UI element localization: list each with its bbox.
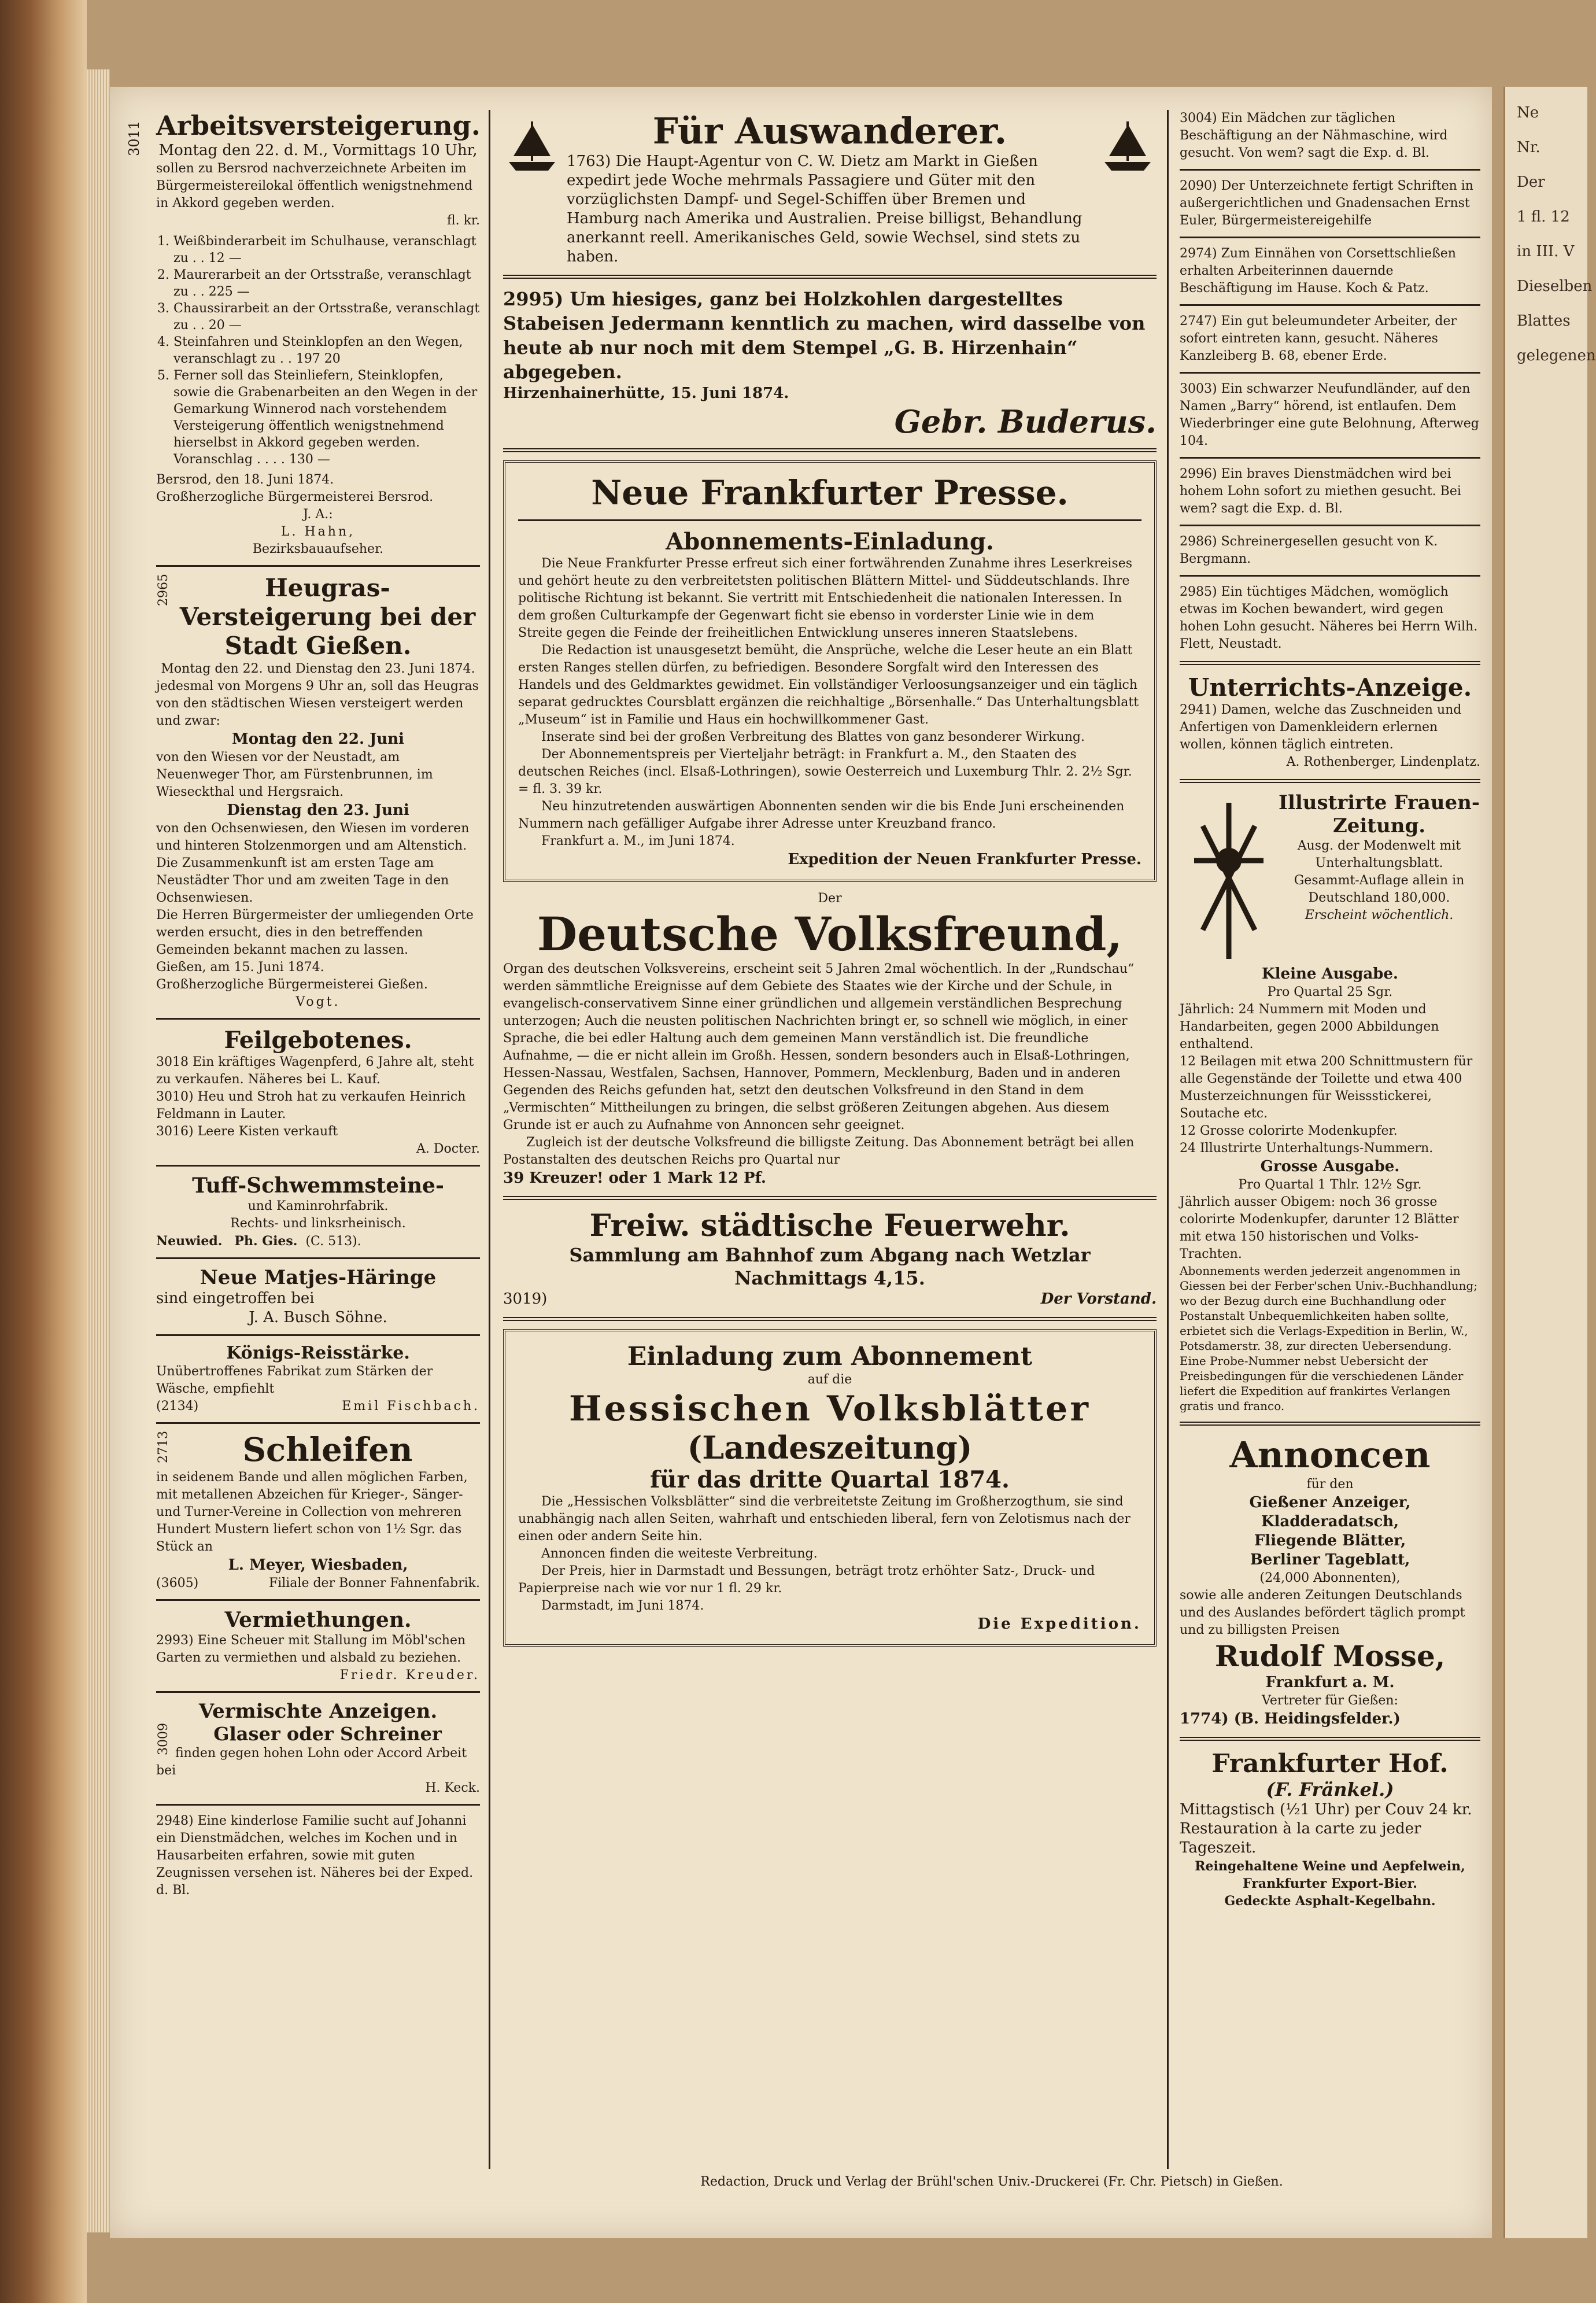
schleifen-text: in seidenem Bande und allen möglichen Farben, mit metallenen Abzeichen für Krieger-, Sänger- und Turner-Vereine in Collection von mehreren Hundert Mustern liefert schon von 1½ Sgr. das Stück an	[156, 1470, 468, 1554]
volksfreund-text: Zugleich ist der deutsche Volksfreund die billigste Zeitung. Das Abonnement beträgt bei allen Postanstalten des deutschen Reichs pro Quartal nur	[503, 1135, 1135, 1167]
presse-place: Frankfurt a. M., im Juni 1874.	[541, 834, 735, 848]
glaser-text: finden gegen hohen Lohn oder Accord Arbeit bei	[156, 1746, 467, 1778]
ad-number: 2965	[156, 574, 171, 606]
volksblaetter-paragraph: Annoncen finden die weiteste Verbreitung.	[541, 1547, 818, 1561]
frauen-gross-price: Pro Quartal 1 Thlr. 12½ Sgr.	[1238, 1178, 1422, 1192]
volksblaetter-ad	[503, 1329, 1157, 1647]
presse-paragraph: Die Redaction ist unausgesetzt bemüht, die Ansprüche, welche die Leser heute an ein Blatt ersten Ranges stellen dürfen, zu befriedigen. Besondere Sorgfalt wird den Interessen des Handels und des Geldmarktes gewidmet. Ein vollständiger Verloosungsanzeiger und ein täglich separat gedrucktes Coursblatt ergänzen die reichhaltige „Börsenhalle.“ Das Unterhaltungsblatt „Museum“ ist in Familie und Haus ein hochwillkommener Gast.	[518, 643, 1139, 727]
arbeit-currency: fl. kr.	[446, 213, 480, 228]
frauen-klein-item: 24 Illustrirte Unterhaltungs-Nummern.	[1180, 1141, 1434, 1156]
sailing-ship-icon	[1099, 116, 1157, 174]
matjes-firm: J. A. Busch Söhne.	[249, 1309, 387, 1326]
tuff-title: Tuff-Schwemmsteine-	[192, 1173, 444, 1198]
tuff-sub: und Kaminrohrfabrik.	[247, 1199, 389, 1213]
page-edges	[87, 69, 110, 2232]
arbeit-ad	[156, 110, 480, 558]
classified-ad: 3004) Ein Mädchen zur täglichen Beschäftigung an der Nähmaschine, wird gesucht. Von wem? sagt die Exp. d. Bl.	[1180, 111, 1448, 160]
schleifen-ad	[156, 1431, 480, 1592]
newspaper-page	[110, 87, 1492, 2238]
tuff-footer	[156, 1232, 480, 1250]
edge-text: Nr.	[1517, 139, 1540, 156]
presse-paragraph: Neu hinzutretenden auswärtigen Abonnenten senden wir die bis Ende Juni erscheinenden Nummern nach gefälliger Aufgabe ihrer Adresse unter Kreuzband franco.	[518, 799, 1125, 831]
heugras-day1-text: von den Wiesen vor der Neustadt, am Neuenweger Thor, am Fürstenbrunnen, im Wieseckthal und Hergsraich.	[156, 750, 433, 799]
feilgebotenes-sign: A. Docter.	[416, 1142, 480, 1156]
schleifen-branch-row	[156, 1575, 480, 1592]
heugras-ad	[156, 574, 480, 1011]
heugras-body: jedesmal von Morgens 9 Uhr an, soll das Heugras von den städtischen Wiesen versteigert werden und zwar:	[156, 679, 479, 728]
reis-ad	[156, 1343, 480, 1415]
matjes-title: Neue Matjes-Häringe	[200, 1266, 437, 1289]
frauen-klein-title: Kleine Ausgabe.	[1262, 965, 1398, 983]
glaser-title: Glaser oder Schreiner	[213, 1723, 442, 1745]
hof-line: Restauration à la carte zu jeder Tageszeit.	[1180, 1820, 1421, 1857]
ad-number: 3009	[156, 1723, 171, 1755]
arbeit-sign-role: Bezirksbauaufseher.	[252, 542, 384, 556]
hof-line: Reingehaltene Weine und Aepfelwein, Frankfurter Export-Bier.	[1195, 1859, 1465, 1891]
volksblaetter-title: Hessischen Volksblätter	[569, 1389, 1091, 1429]
edge-text: Dieselben	[1517, 278, 1593, 295]
vermiethungen-title: Vermiethungen.	[224, 1608, 412, 1632]
holzkohlen-ad	[503, 287, 1157, 440]
heugras-sign-date: Gießen, am 15. Juni 1874.	[156, 960, 324, 975]
vermischte-section	[156, 1700, 480, 1899]
heugras-mayors: Die Herren Bürgermeister der umliegenden Orte werden ersucht, dies in den betreffenden Gemeinden bekannt machen zu lassen.	[156, 908, 474, 957]
frauen-klein-item: 12 Beilagen mit etwa 200 Schnittmustern für alle Gegenstände der Toilette und etwa 400 Musterzeichnungen für Weissstickerei, Soutache etc.	[1180, 1054, 1473, 1121]
feilgebotenes-title: Feilgebotenes.	[224, 1027, 412, 1054]
frauen-abo: Abonnements werden jederzeit angenommen in Giessen bei der Ferber'schen Univ.-Buchhandlung; wo der Bezug durch eine Buchhandlung oder Postanstalt Unbequemlichkeiten haben sollte, erbietet sich die Verlags-Expedition in Berlin, W., Potsdamerstr. 38, zur directen Uebersendung. Eine Probe-Nummer nebst Uebersicht der Preisbedingungen für die verschiedenen Länder liefert die Expedition auf frankirtes Verlangen gratis und franco.	[1180, 1264, 1478, 1413]
ad-number: 2713	[156, 1431, 171, 1463]
feilgebotenes-item: 3010) Heu und Stroh hat zu verkaufen Heinrich Feldmann in Lauter.	[156, 1090, 466, 1121]
ad-number: (2134)	[156, 1399, 199, 1413]
edge-text: in III. V	[1517, 243, 1575, 260]
column-rule	[1167, 110, 1169, 2169]
heugras-day2-text: von den Ochsenwiesen, den Wiesen im vorderen und hinteren Stolzenmorgen und am Altenstich.	[156, 821, 470, 853]
frauen-sub: Ausg. der Modenwelt mit Unterhaltungsblatt.	[1297, 839, 1461, 870]
frauen-gross-text: Jährlich ausser Obigem: noch 36 grosse colorirte Modenkupfer, darunter 12 Blätter mit etwa 150 historischen und Volks-Trachten.	[1180, 1195, 1459, 1261]
heugras-sign-office: Großherzogliche Bürgermeisterei Gießen.	[156, 977, 428, 992]
volksblaetter-sign: Die Expedition.	[977, 1615, 1141, 1633]
tuff-name: Ph. Gies.	[234, 1234, 298, 1249]
presse-sub: Abonnements-Einladung.	[666, 528, 994, 555]
feuerwehr-text: Sammlung am Bahnhof zum Abgang nach Wetzlar Nachmittags 4,15.	[569, 1244, 1091, 1289]
frauen-klein-item: 12 Grosse colorirte Modenkupfer.	[1180, 1124, 1398, 1138]
classified-ad: 2090) Der Unterzeichnete fertigt Schriften in außergerichtlichen und Gnadensachen Ernst Euler, Bürgermeistereigehilfe	[1180, 179, 1473, 228]
annoncen-paper: Gießener Anzeiger,	[1249, 1494, 1411, 1511]
imprint-footer: Redaction, Druck und Verlag der Brühl'schen Univ.-Druckerei (Fr. Chr. Pietsch) in Gießen.	[700, 2175, 1283, 2189]
annoncen-rep-name: 1774) (B. Heidingsfelder.)	[1180, 1710, 1401, 1728]
volksfreund-text: Organ des deutschen Volksvereins, erscheint seit 5 Jahren 2mal wöchentlich. In der „Rundschau“ werden sämmtliche Ereignisse auf dem Gebiete des Staates wie der Kirche und der Schule, in evangelisch-conservativem Sinne einer gründlichen und allgemein verständlichen Besprechung unterzogen; Auch die neusten politischen Nachrichten bringt er, so schnell wie möglich, in einer Sprache, die bei edler Haltung auch dem gemeinen Mann verständlich ist. Die freundliche Aufnahme, — die er nicht allein im Großh. Hessen, sondern besonders auch in Elsaß-Lothringen, Hessen-Nassau, Westfalen, Sachsen, Hannover, Pommern, Mecklenburg, Baden und in anderen Gegenden des Reichs gefunden hat, setzt den deutschen Volksfreund in den Stand in dem „Vermischten“ Mittheilungen zu bringen, die selbst größeren Zeitungen abgehen. Aus diesem Grunde ist er auch zu Aufnahme von Annoncen sehr geeignet.	[503, 962, 1135, 1132]
classified-ad: 2996) Ein braves Dienstmädchen wird bei hohem Lohn sofort zu miethen gesucht. Bei wem? sagt die Exp. d. Bl.	[1180, 467, 1461, 516]
annoncen-title: Annoncen	[1229, 1434, 1431, 1476]
annoncen-count: (24,000 Abonnenten),	[1259, 1571, 1401, 1585]
frauen-gross-title: Grosse Ausgabe.	[1260, 1158, 1400, 1175]
auswanderer-ad	[503, 110, 1157, 267]
auswanderer-text: 1763) Die Haupt-Agentur von C. W. Dietz am Markt in Gießen expedirt jede Woche mehrmals Passagiere und Güter mit den vorzüglichsten Dampf- und Segel-Schiffen über Bremen und Hamburg nach Amerika und Australien. Preise billigst, Behandlung anerkannt reell. Amerikanisches Geld, sowie Wechsel, sind stets zu haben.	[567, 153, 1083, 265]
annoncen-paper: Fliegende Blätter,	[1254, 1532, 1406, 1549]
hof-line: Gedeckte Asphalt-Kegelbahn.	[1224, 1894, 1436, 1909]
holzkohlen-text: 2995) Um hiesiges, ganz bei Holzkohlen dargestelltes Stabeisen Jedermann kenntlich zu machen, wird dasselbe von heute ab nur noch mit dem Stempel „G. B. Hirzenhain“ abgegeben.	[503, 288, 1146, 383]
volksblaetter-quarter: für das dritte Quartal 1874.	[650, 1466, 1010, 1493]
presse-paragraph: Die Neue Frankfurter Presse erfreut sich einer fortwährenden Zunahme ihres Leserkreises und gehört heute zu den verbreitetsten politischen Blättern Mittel- und Süddeutschlands. Ihre politische Richtung ist bekannt. Sie vertritt mit Entschiedenheit die nationalen Interessen. In dem großen Culturkampfe der Gegenwart ficht sie ebenso in vorderster Linie wie in dem Streite gegen die Feinde der freiheitlichen Entwicklung unseres inneren Staatslebens.	[518, 556, 1133, 640]
annoncen-text: sowie alle anderen Zeitungen Deutschlands und des Auslandes befördert täglich prompt und zu billigsten Preisen	[1180, 1588, 1465, 1637]
hof-ad	[1180, 1749, 1480, 1910]
heugras-sign-name: Vogt.	[295, 995, 341, 1009]
volksblaetter-line2: auf die	[807, 1372, 852, 1387]
annoncen-for: für den	[1306, 1477, 1354, 1492]
hof-line: Mittagstisch (½1 Uhr) per Couv 24 kr.	[1180, 1801, 1472, 1818]
fashion-ornament-icon	[1180, 791, 1278, 965]
matjes-text: sind eingetroffen bei	[156, 1290, 315, 1307]
volksblaetter-line1: Einladung zum Abonnement	[627, 1342, 1033, 1371]
heugras-title: Heugras-Versteigerung bei der Stadt Gießen.	[179, 574, 476, 660]
holzkohlen-place: Hirzenhainerhütte, 15. Juni 1874.	[503, 385, 789, 402]
book-spine	[0, 0, 87, 2303]
hof-title: Frankfurter Hof.	[1211, 1749, 1449, 1778]
heugras-meet: Die Zusammenkunft ist am ersten Tage am Neustädter Thor und am zweiten Tage in den Ochsenwiesen.	[156, 856, 449, 905]
arbeit-sign-date: Bersrod, den 18. Juni 1874.	[156, 473, 334, 487]
auswanderer-title: Für Auswanderer.	[652, 110, 1007, 152]
arbeit-item: 2. Maurerarbeit an der Ortsstraße, veranschlagt zu . . 225 —	[173, 267, 480, 300]
arbeit-date: Montag den 22. d. M., Vormittags 10 Uhr,	[158, 142, 478, 159]
presse-ad	[503, 460, 1157, 882]
tuff-city: Neuwied.	[156, 1234, 223, 1249]
column-rule	[489, 110, 490, 2169]
presse-paragraph: Der Abonnementspreis per Vierteljahr beträgt: in Frankfurt a. M., den Staaten des deutschen Reiches (incl. Elsaß-Lothringen), sowie Oesterreich und Luxemburg Thlr. 2. 2½ Sgr. = fl. 3. 39 kr.	[518, 747, 1132, 796]
reis-sign-row	[156, 1398, 480, 1415]
arbeit-list	[173, 233, 480, 468]
arbeit-item: 5. Ferner soll das Steinliefern, Steinklopfen, sowie die Grabenarbeiten an den Wegen in der Gemarkung Winnerod nach vorstehendem Versteigerung öffentlich wenigstnehmend hierselbst in Akkord gegeben werden. Voranschlag . . . . 130 —	[173, 367, 480, 468]
presse-paragraph: Inserate sind bei der großen Verbreitung des Blattes von ganz besonderer Wirkung.	[541, 730, 1085, 744]
glaser-sign: H. Keck.	[425, 1781, 480, 1795]
arbeit-sign-name: L. Hahn,	[280, 525, 356, 539]
annoncen-rep: Vertreter für Gießen:	[1262, 1693, 1398, 1708]
column-left	[126, 110, 481, 1899]
heugras-day2: Dienstag den 23. Juni	[227, 802, 409, 819]
arbeit-item: 4. Steinfahren und Steinklopfen an den Wegen, veranschlagt zu . . 197 20	[173, 334, 480, 367]
annoncen-city: Frankfurt a. M.	[1265, 1674, 1395, 1691]
feilgebotenes-item: 3016) Leere Kisten verkauft	[156, 1124, 338, 1139]
page-number: 3011	[126, 120, 142, 156]
feilgebotenes-item: 3018 Ein kräftiges Wagenpferd, 6 Jahre alt, steht zu verkaufen. Näheres bei L. Kauf.	[156, 1055, 474, 1087]
volksfreund-title: Deutsche Volksfreund,	[537, 907, 1123, 961]
arbeit-intro: sollen zu Bersrod nachverzeichnete Arbeiten im Bürgermeistereilokal öffentlich wenigstnehmend in Akkord gegeben werden.	[156, 161, 473, 211]
heugras-day1: Montag den 22. Juni	[231, 730, 405, 748]
annoncen-ad	[1180, 1434, 1480, 1729]
frauen-weekly: Erscheint wöchentlich.	[1305, 908, 1454, 922]
frauen-klein-item: Jährlich: 24 Nummern mit Moden und Handarbeiten, gegen 2000 Abbildungen enthaltend.	[1180, 1002, 1439, 1051]
feuerwehr-ad	[503, 1208, 1157, 1309]
volksblaetter-place: Darmstadt, im Juni 1874.	[541, 1599, 704, 1613]
presse-title: Neue Frankfurter Presse.	[591, 473, 1069, 512]
frauen-auflage: Gesammt-Auflage allein in Deutschland 180,000.	[1294, 873, 1465, 905]
schleifen-branch: Filiale der Bonner Fahnenfabrik.	[268, 1576, 480, 1590]
tuff-sub2: Rechts- und linksrheinisch.	[230, 1216, 406, 1231]
presse-sign: Expedition der Neuen Frankfurter Presse.	[788, 851, 1141, 868]
schleifen-title: Schleifen	[242, 1431, 413, 1469]
ad-number: (3605)	[156, 1576, 199, 1590]
unterricht-ad	[1180, 673, 1480, 771]
column-middle	[503, 110, 1157, 1655]
ad-number: 3019)	[503, 1290, 548, 1308]
matjes-ad	[156, 1266, 480, 1327]
tuff-ref: (C. 513).	[305, 1234, 361, 1249]
hof-owner: (F. Fränkel.)	[1266, 1778, 1394, 1800]
volksblaetter-title2: (Landeszeitung)	[687, 1429, 973, 1466]
reis-title: Königs-Reisstärke.	[226, 1343, 410, 1363]
classified-ad: 2986) Schreinergesellen gesucht von K. Bergmann.	[1180, 534, 1438, 566]
edge-text: Blattes	[1517, 312, 1571, 330]
heugras-dates: Montag den 22. und Dienstag den 23. Juni 1874.	[161, 662, 475, 676]
annoncen-firm: Rudolf Mosse,	[1214, 1639, 1446, 1673]
volksfreund-ad	[503, 890, 1157, 1188]
frauen-ad	[1180, 791, 1480, 1413]
arbeit-sign-office: Großherzogliche Bürgermeisterei Bersrod.	[156, 490, 434, 504]
vermiethungen-sign: Friedr. Kreuder.	[339, 1668, 480, 1682]
tuff-ad	[156, 1173, 480, 1250]
unterricht-text: 2941) Damen, welche das Zuschneiden und Anfertigen von Damenkleidern erlernen wollen, können täglich eintreten.	[1180, 703, 1462, 752]
holzkohlen-firm: Gebr. Buderus.	[894, 403, 1157, 440]
arbeit-item: 1. Weißbinderarbeit im Schulhause, veranschlagt zu . . 12 —	[173, 233, 480, 267]
volksfreund-der: Der	[818, 891, 842, 906]
edge-text: Der	[1517, 174, 1545, 191]
reis-text: Unübertroffenes Fabrikat zum Stärken der Wäsche, empfiehlt	[156, 1364, 433, 1396]
frauen-title: Illustrirte Frauen-Zeitung.	[1279, 791, 1480, 837]
classified-ad: 2974) Zum Einnähen von Corsettschließen erhalten Arbeiterinnen dauernde Beschäftigung im Hause. Koch & Patz.	[1180, 246, 1456, 296]
unterricht-sign: A. Rothenberger, Lindenplatz.	[1286, 755, 1480, 769]
edge-text: Ne	[1517, 104, 1539, 121]
classified-ad: 2747) Ein gut beleumundeter Arbeiter, der sofort eintreten kann, gesucht. Näheres Kanzleiberg B. 68, ebener Erde.	[1180, 314, 1457, 363]
vermiethungen-text: 2993) Eine Scheuer mit Stallung im Möbl'schen Garten zu vermiethen und alsbald zu beziehen.	[156, 1633, 466, 1665]
arbeit-item: 3. Chaussirarbeit an der Ortsstraße, veranschlagt zu . . 20 —	[173, 300, 480, 334]
feuerwehr-title: Freiw. städtische Feuerwehr.	[589, 1208, 1070, 1243]
schleifen-firm: L. Meyer, Wiesbaden,	[228, 1556, 408, 1574]
sailing-ship-icon	[503, 116, 561, 174]
unterricht-title: Unterrichts-Anzeige.	[1188, 673, 1472, 702]
vermischte-title: Vermischte Anzeigen.	[198, 1700, 438, 1723]
arbeit-sign-ia: J. A.:	[303, 507, 333, 522]
vermiethungen-section	[156, 1608, 480, 1684]
volksfreund-price: 39 Kreuzer! oder 1 Mark 12 Pf.	[503, 1169, 766, 1187]
annoncen-paper: Kladderadatsch,	[1261, 1513, 1399, 1530]
classified-ad: 3003) Ein schwarzer Neufundländer, auf den Namen „Barry“ hörend, ist entlaufen. Dem Wiederbringer eine gute Belohnung, Afterweg 104.	[1180, 382, 1479, 448]
feuerwehr-sign-row	[503, 1290, 1157, 1309]
family-ad: 2948) Eine kinderlose Familie sucht auf Johanni ein Dienstmädchen, welches im Kochen und in Hausarbeiten erfahren, sowie mit guten Zeugnissen versehen ist. Näheres bei der Exped. d. Bl.	[156, 1814, 474, 1898]
reis-sign: Emil Fischbach.	[342, 1399, 480, 1413]
edge-text: 1 fl. 12	[1517, 208, 1570, 226]
feilgebotenes-section	[156, 1027, 480, 1158]
volksblaetter-paragraph: Die „Hessischen Volksblätter“ sind die verbreitetste Zeitung im Großherzogthum, sie sind unabhängig nach allen Seiten, wahrhaft und entschieden liberal, fern von Zelotismus nach der einen oder andern Seite hin.	[518, 1494, 1130, 1544]
column-right	[1180, 110, 1480, 1910]
frauen-klein-price: Pro Quartal 25 Sgr.	[1267, 985, 1393, 999]
volksblaetter-paragraph: Der Preis, hier in Darmstadt und Bessungen, beträgt trotz erhöhter Satz-, Druck- und Papierpreise nach wie vor nur 1 fl. 29 kr.	[518, 1564, 1095, 1596]
feuerwehr-sign: Der Vorstand.	[1040, 1290, 1157, 1308]
arbeit-title: Arbeitsversteigerung.	[156, 110, 481, 141]
edge-text: gelegenen	[1517, 347, 1596, 364]
annoncen-paper: Berliner Tageblatt,	[1250, 1551, 1410, 1568]
classified-ad: 2985) Ein tüchtiges Mädchen, womöglich etwas im Kochen bewandert, wird gegen hohen Lohn gesucht. Näheres bei Herrn Wilh. Flett, Neustadt.	[1180, 585, 1478, 651]
facing-page-edge	[1503, 87, 1596, 2238]
